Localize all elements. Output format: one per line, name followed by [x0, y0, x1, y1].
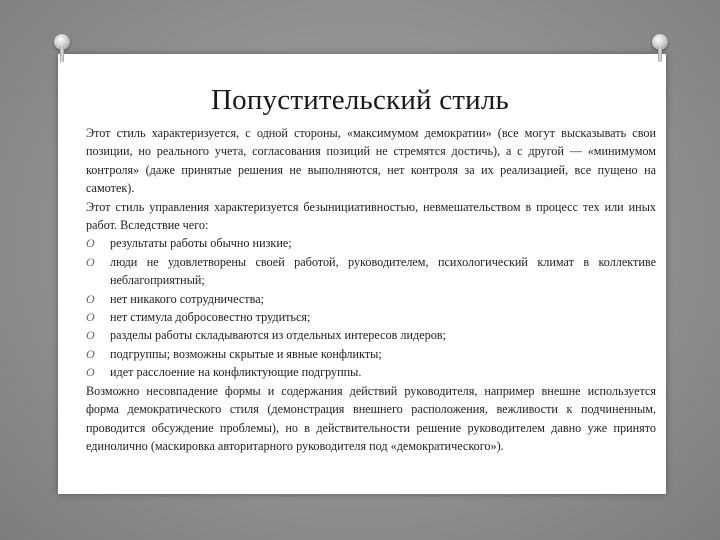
bullet-icon: O	[86, 346, 95, 361]
bullet-icon: O	[86, 291, 95, 306]
list-item	[86, 345, 656, 363]
bullet-icon: O	[86, 254, 95, 269]
list-item	[86, 363, 656, 381]
consequences-list	[86, 234, 656, 381]
slide-title: Попустительский стиль	[211, 84, 509, 116]
pushpin-right-icon	[652, 34, 668, 64]
list-item	[86, 308, 656, 326]
pushpin-left-icon	[54, 34, 70, 64]
bullet-icon: O	[86, 365, 95, 380]
list-item	[86, 253, 656, 290]
list-item-text: идет расслоение на конфликтующие подгруппы.	[110, 365, 362, 380]
bullet-icon: O	[86, 328, 95, 343]
lead-paragraph: Этот стиль управления характеризуется безынициативностью, невмешательством в процесс тех или иных работ. Вследствие чего:	[86, 199, 656, 233]
list-item	[86, 234, 656, 252]
list-item-text: результаты работы обычно низкие;	[110, 236, 292, 251]
list-item-text: нет стимула добросовестно трудиться;	[110, 310, 311, 325]
list-item-text: разделы работы складываются из отдельных интересов лидеров;	[110, 328, 446, 343]
bullet-icon: O	[86, 310, 95, 325]
conclusion-paragraph: Возможно несовпадение формы и содержания действий руководителя, например внешне используется форма демократического стиля (демонстрация внешнего расположения, вежливости к подчиненным, проводится обсуждение проблемы), но в действительности решение руководителем давно уже принято единолично (маскировка авторитарного руководителя под «демократического»).	[86, 383, 656, 453]
intro-paragraph: Этот стиль характеризуется, с одной стороны, «максимумом демократии» (все могут высказывать свои позиции, но реального учета, согласования позиций не стремятся достичь), а с другой — «минимумом контроля» (даже принятые решения не выполняются, нет контроля за их реализацией, все пущено на самотек).	[86, 126, 656, 196]
list-item	[86, 326, 656, 344]
slide-body	[86, 124, 656, 455]
list-item	[86, 290, 656, 308]
list-item-text: люди не удовлетворены своей работой, руководителем, психологический климат в коллективе неблагоприятный;	[110, 254, 656, 288]
list-item-text: подгруппы; возможны скрытые и явные конфликты;	[110, 346, 382, 361]
bullet-icon: O	[86, 236, 95, 251]
list-item-text: нет никакого сотрудничества;	[110, 291, 265, 306]
